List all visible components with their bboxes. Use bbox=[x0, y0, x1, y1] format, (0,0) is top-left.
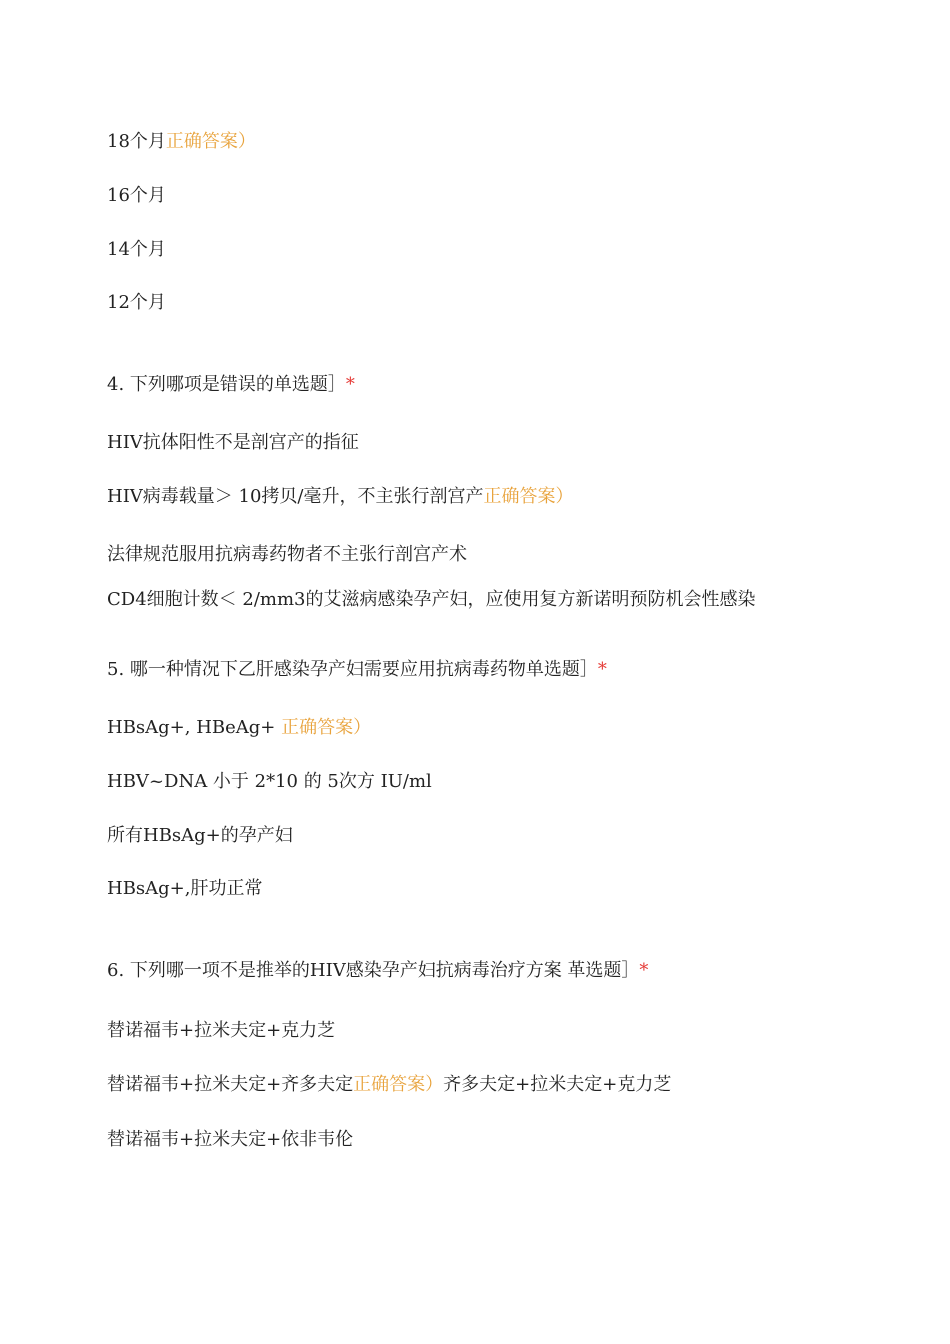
q6-option-1[interactable] bbox=[107, 1019, 335, 1043]
q6-option-3[interactable] bbox=[107, 1128, 353, 1152]
q4-option-3-text: 法律规范服用抗病毒药物者不主张行剖宫产术 bbox=[107, 544, 467, 565]
q4-option-2-text: HIV病毒载量＞ 10拷贝/毫升，不主张行剖宫产 bbox=[107, 486, 484, 507]
correct-answer-mark: 正确答案） bbox=[483, 486, 574, 507]
q3-option-4-text: 12个月 bbox=[107, 292, 166, 313]
q4-option-4-text: CD4细胞计数＜ 2/mm3的艾滋病感染孕产妇，应使用复方新诺明预防机会性感染 bbox=[107, 589, 756, 610]
q6-title bbox=[107, 959, 648, 983]
q4-option-3[interactable] bbox=[107, 543, 467, 567]
q3-option-3-text: 14个月 bbox=[107, 239, 166, 260]
q5-title-text: 5. 哪一种情况下乙肝感染孕产妇需要应用抗病毒药物单选题］ bbox=[107, 659, 598, 680]
q5-option-3[interactable] bbox=[107, 824, 293, 848]
q6-option-3-text: 替诺福韦+拉米夫定+依非韦伦 bbox=[107, 1129, 354, 1150]
q4-option-1[interactable] bbox=[107, 431, 359, 455]
q4-option-2[interactable] bbox=[107, 485, 574, 509]
q3-option-2-text: 16个月 bbox=[107, 185, 166, 206]
required-asterisk: * bbox=[345, 374, 355, 395]
q3-option-1-text: 18个月 bbox=[107, 131, 166, 152]
q5-option-2-text: HBV~DNA 小于 2*10 的 5次方 IU/ml bbox=[107, 771, 432, 792]
q5-option-4-text: HBsAg+,肝功正常 bbox=[107, 878, 263, 899]
q5-option-1-text: HBsAg+, HBeAg+ bbox=[107, 717, 282, 738]
required-asterisk: * bbox=[597, 659, 607, 680]
q6-option-2[interactable] bbox=[107, 1073, 671, 1097]
correct-answer-mark: 正确答案） bbox=[165, 131, 256, 152]
q5-option-1[interactable] bbox=[107, 716, 371, 740]
q4-title-text: 4. 下列哪项是错误的单选题］ bbox=[107, 374, 346, 395]
q4-option-1-text: HIV抗体阳性不是剖宫产的指征 bbox=[107, 432, 359, 453]
q3-option-4[interactable] bbox=[107, 291, 166, 315]
q5-option-3-text: 所有HBsAg+的孕产妇 bbox=[107, 825, 293, 846]
q6-title-text: 6. 下列哪一项不是推举的HIV感染孕产妇抗病毒治疗方案 革选题］ bbox=[107, 960, 640, 981]
q5-title bbox=[107, 658, 607, 682]
correct-answer-mark: 正确答案） bbox=[353, 1074, 444, 1095]
correct-answer-mark: 正确答案） bbox=[281, 717, 372, 738]
q3-option-3[interactable] bbox=[107, 238, 166, 262]
q6-option-1-text: 替诺福韦+拉米夫定+克力芝 bbox=[107, 1020, 336, 1041]
q5-option-2[interactable] bbox=[107, 770, 432, 794]
q5-option-4[interactable] bbox=[107, 877, 263, 901]
q4-option-4[interactable] bbox=[107, 588, 755, 612]
required-asterisk: * bbox=[639, 960, 649, 981]
q4-title bbox=[107, 373, 355, 397]
q3-option-2[interactable] bbox=[107, 184, 166, 208]
q6-option-2-text: 替诺福韦+拉米夫定+齐多夫定 bbox=[107, 1074, 354, 1095]
q3-option-1[interactable] bbox=[107, 130, 256, 154]
q6-option-2-tail: 齐多夫定+拉米夫定+克力芝 bbox=[443, 1074, 672, 1095]
